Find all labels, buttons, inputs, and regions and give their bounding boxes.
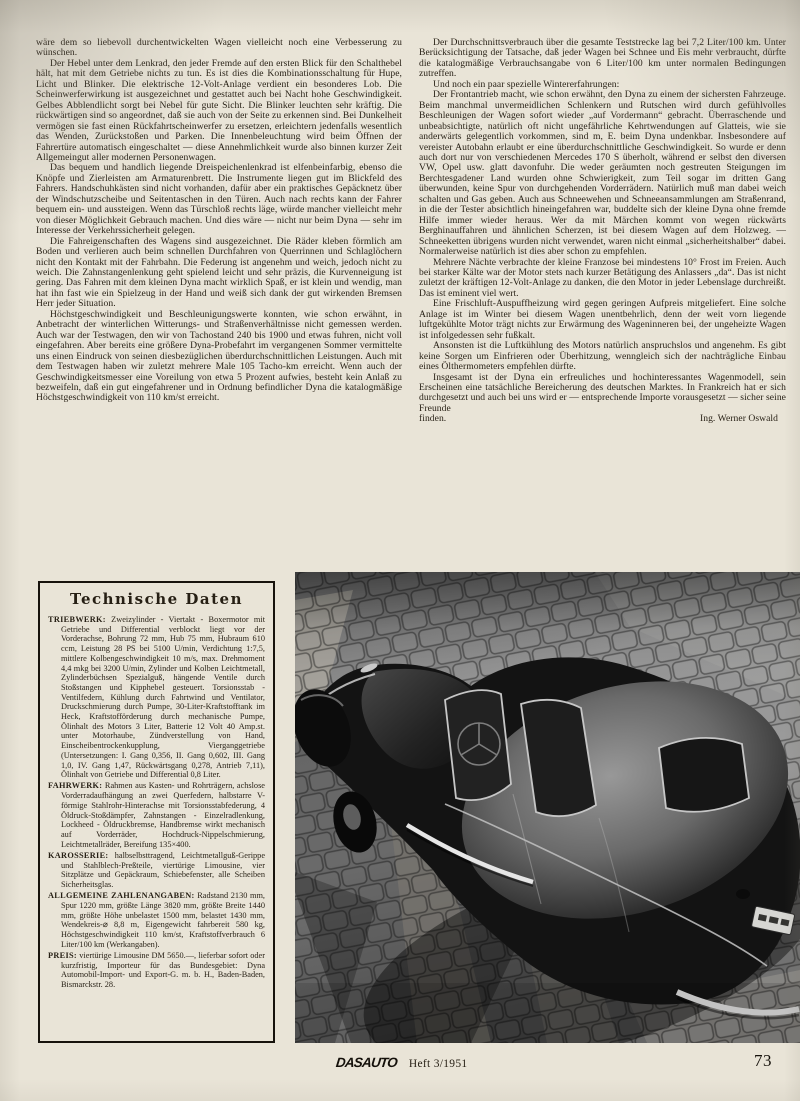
spec-text: halbselbsttragend, Leichtmetallguß-Gerippe und Stahlblech-Preßteile, viertürige Limousine, vier Sitzplätze und Gepäckraum, Schiebefenster, alle Scheiben Sicherheitsglas.: [61, 850, 265, 889]
last-word: finden.: [419, 413, 447, 425]
paragraph: Der Hebel unter dem Lenkrad, den jeder Fremde auf den ersten Blick für den Schalthebel hält, hat mit dem Getriebe nichts zu tun. Es ist dies die Kombinationsschaltung für Hupe, Licht und Blinker. Die elektrische 12-Volt-Anlage verdient ein besonderes Lob. Die Scheinwerferwirkung ist ausgezeichnet und gestattet auch bei Nacht hohe Geschwindigkeit. Gelbes Abblendlicht sorgt bei Nebel für gute Sicht. Die Blinker leuchten sehr kräftig. Die rückwärtigen sind so angeordnet, daß sie auch von der Seite zu erkennen sind. Bei Dunkelheit vermögen sie fast einen Rückfahrtscheinwerfer zu ersetzen, erleichtern jedenfalls wesentlich das Wenden, Zurückstoßen und Parken. Die Innenbeleuchtung wird beim Öffnen der Fahrertüre automatisch eingeschaltet — diese Annehmlichkeit wurde also binnen kurzer Zeit Allgemeingut aller modernen Personenwagen.: [36, 57, 402, 163]
paragraph: Das bequem und handlich liegende Dreispeichenlenkrad ist elfenbeinfarbig, ebenso die Knöpfe und Zierleisten am Armaturenbrett. Die Instrumente liegen gut im Blickfeld des Fahrers. Handschuhkästen sind nicht vorhanden, dafür aber ein praktisches Gepäcknetz über der Windschutzscheibe und Seitentaschen in den Türen. Auch nach rechts kann der Fahrer bequem ein- und aussteigen. Wenn das Türschloß rechts läge, würde mancher vielleicht mehr von dieser Möglichkeit Gebrauch machen. Und dies wäre — nicht nur beim Dyna — sehr im Interesse der Verkehrssicherheit gelegen.: [36, 162, 402, 237]
car-photo-graphic: [295, 572, 800, 1043]
paragraph: Höchstgeschwindigkeit und Beschleunigungswerte konnten, wie schon erwähnt, in Anbetracht der winterlichen Witterungs- und Straßenverhältnisse nicht gemessen werden. Auch war der Testwagen, den wir von Tachostand 240 bis 1900 und etwas fuhren, nicht voll eingefahren. Aber bereits eine größere Dyna-Probefahrt im vergangenen Sommer vermittelte uns einen Eindruck von seinen diesbezüglichen überdurchschnittlichen Leistungen. Auch mit dem Testwagen haben wir zuletzt mehrere Male 105 Tacho-km erreicht. Wenn auch der Geschwindigkeitsmesser eine Voreilung von etwa 5 Prozent aufwies, besteht kein Anlaß zu bezweifeln, daß ein gut eingefahrener und in Ordnung befindlicher Dyna die katalogmäßige Höchstgeschwindigkeit von 110 km/st erreicht.: [36, 308, 402, 404]
paragraph: Eine Frischluft-Auspuffheizung wird gegen geringen Aufpreis mitgeliefert. Eine solche Anlage ist im Winter bei diesem Wagen unentbehrlich, denn der weit vorn liegende luftgekühlte Motor trägt nichts zur Erwärmung des Wageninneren bei, der ungeheizte Wagen ist infolgedessen sehr fußkalt.: [419, 298, 786, 341]
page-number: 73: [754, 1051, 772, 1070]
paragraph: Ansonsten ist die Luftkühlung des Motors natürlich anspruchslos und angenehm. Es gibt keine Sorgen um Einfrieren oder Überhitzung, wenngleich sich der nachträgliche Einbau eines Ölthermometers empfehlen dürfte.: [419, 340, 786, 373]
paragraph: Insgesamt ist der Dyna ein erfreuliches und hochinteressantes Wagenmodell, sein Erscheinen eine tatsächliche Bereicherung des deutschen Marktes. In Frankreich hat er sich durchgesetzt und auch bei uns wird er — entsprechende Importe vorausgesetzt — sicher seine Freunde: [419, 371, 786, 414]
article-left-column: [36, 38, 402, 404]
paragraph: Die Fahreigenschaften des Wagens sind ausgezeichnet. Die Räder kleben förmlich am Boden und verlieren auch beim schnellen Durchfahren von Querrinnen und Schlaglöchern nicht den Kontakt mit der Fahrbahn. Die Federung ist angenehm und weich, jedoch nicht zu weich. Die Zahnstangenlenkung geht spielend leicht und sehr präzis, die Kurvenneigung ist gering. Das Fahren mit dem kleinen Dyna macht wirklich Spaß, er ist klein und wendig, man hat ihn fast wie ein Spielzeug in der Hand und weiß sich dank der gut wirkenden Bremsen Herr jeder Situation.: [36, 235, 402, 310]
spec-label: PREIS:: [48, 950, 77, 960]
article-right-column: [419, 38, 786, 425]
tech-box-title: Technische Daten: [70, 590, 243, 608]
article-end-line: [419, 414, 786, 424]
spec-text: viertürige Limousine DM 5650.—, lieferbar sofort oder kurzfristig, Importeur für das Bundesgebiet: Dyna Automobil-Import- und Export-G. m. b. H., Baden-Baden, Bismarckstr. 28.: [61, 950, 266, 990]
spec-label: TRIEBWERK:: [48, 615, 106, 624]
spec-preis: [48, 951, 265, 990]
paragraph: Mehrere Nächte verbrachte der kleine Franzose bei mindestens 10° Frost im Freien. Auch bei starker Kälte war der Motor stets nach kurzer Betätigung des Anlassers „da“. Das ist nicht zuletzt der kräftigen 12-Volt-Anlage zu danken, die den Motor in jeder Lebenslage durchreißt. Das ist eminent viel wert.: [419, 256, 786, 299]
spec-text: Zweizylinder - Viertakt - Boxermotor mit Getriebe und Differential verblockt liegt vor der Vorderachse, Bohrung 72 mm, Hub 75 mm, Hubraum 610 ccm, Leistung 28 PS bei 5100 U/min, Verdichtung 1:7,5, mittlere Kolbengeschwindigkeit 10 m/s, max. Drehmoment 4,4 mkg bei 3200 U/min, Zylinder und Kolben Leichtmetall, Zylinderbüchsen Spezialguß, hängende Ventile durch Stoßstangen und Kipphebel gesteuert. Torsionsstab - Ventilfedern, Kühlung durch Fahrtwind und Ventilator, Druckschmierung durch Pumpe, 30-Liter-Kraftstofftank im Heck, Kraftstofförderung durch mechanische Pumpe, Ölinhalt des Motors 3 Liter, Batterie 12 Volt 40 Amp.st. unter Motorhaube, Zündverstellung von Hand, Einscheibentrockenkupplung, Vierganggetriebe (Untersetzungen: I. Gang 0,356, II. Gang 0,602, III. Gang 1,0, IV. Gang 1,47, Rückwärtsgang 0,278, Antrieb 7,11), Ölinhalt von Getriebe und Differential 0,8 Liter.: [61, 615, 265, 780]
issue-label: Heft 3/1951: [408, 1058, 468, 1070]
spec-allgemeine-zahlenangaben: [48, 891, 265, 949]
spec-karosserie: [48, 851, 265, 890]
paragraph: wäre dem so liebevoll durchentwickelten Wagen vielleicht noch eine Verbesserung zu wünschen.: [36, 37, 402, 59]
paragraph: Der Frontantrieb macht, wie schon erwähnt, den Dyna zu einem der sichersten Fahrzeuge. Beim manchmal unvermeidlichen Schlenkern und Rutschen wird durch gefühlvolles Beschleunigen der Wagen sofort wieder „auf Vordermann“ gebracht. Überraschende und unbeabsichtigte, natürlich oft nicht ungefährliche Kehrtwendungen auf Glatteis, wie sie anderwärts gelegentlich vorkommen, sind m, E. beim Dyna undenkbar. Insbesondere auf vereister Autobahn erlaubt er eine überdurchschnittliche Geschwindigkeit. So wurde er denn auch dort nur von verschiedenen Mercedes 170 S überholt, während er selbst den diversen VW, Opel usw. glatt davonfuhr. Die weder geräumten noch gestreuten Steigungen im Berchtesgadener Land wurden ohne Schwierigkeit, zum Teil sogar im dritten Gang überwunden, keine Spur von durchgehenden Vorderrädern. Natürlich muß man dabei weich schalten und Gas geben. Auch aus Schneewehen und Schneeansammlungen am Straßenrand, in die der Tester absichtlich hineingefahren war, buddelte sich der kleine Dyna ohne fremde Hilfe immer wieder heraus. Wer da mit Märchen kommt von wegen rückwärts Berghinauffahren und ähnlichen Scherzen, ist bei diesem Wagen auf dem Holzweg. — Schneeketten übrigens wurden nicht verwendet, waren nicht einmal „sicherheitshalber“ dabei. Normalerweise natürlich ist dies aber schon zu empfehlen.: [419, 89, 786, 258]
spec-text: Radstand 2130 mm, Spur 1220 mm, größte Länge 3820 mm, größte Breite 1440 mm, größte Höhe unbelastet 1500 mm, belastet 1430 mm, Wendekreis-⌀ 8,8 m, Eigengewicht fahrbereit 580 kg, Höchstgeschwindigkeit 110 km/st, Kraftstoffverbrauch 6 Liter/100 km (Werkangaben).: [61, 891, 266, 949]
spec-label: FAHRWERK:: [48, 781, 103, 791]
page-footer: [335, 1051, 786, 1081]
paragraph: Und noch ein paar spezielle Wintererfahrungen:: [433, 78, 620, 90]
author-byline: Ing. Werner Oswald: [699, 413, 778, 425]
spec-label: KAROSSERIE:: [48, 850, 109, 860]
spec-triebwerk: [48, 615, 265, 780]
spec-label: ALLGEMEINE ZAHLENANGABEN:: [48, 891, 195, 901]
technical-data-box: [38, 581, 275, 1043]
das-auto-logo: DASAUTO: [335, 1055, 398, 1070]
car-photo: [295, 572, 800, 1043]
paragraph: Der Durchschnittsverbrauch über die gesamte Teststrecke lag bei 7,2 Liter/100 km. Unter Berücksichtigung der Tatsache, daß jeder Wagen bei Schnee und Eis mehr verbraucht, dürfte die katalogmäßige Verbrauchsangabe von 6 Liter/100 km unter normalen Bedingungen zutreffen.: [419, 37, 786, 80]
spec-fahrwerk: [48, 781, 265, 849]
spec-text: Rahmen aus Kasten- und Rohrträgern, achslose Vorderradaufhängung an zwei Querfedern, halbstarre V-förmige Stahlrohr-Hinterachse mit Torsionsstabfederung, 4 Öldruck-Stoßdämpfer, Zahnstangen - Einzelradlenkung, Lockheed - Öldruckbremse, Handbremse wirkt mechanisch auf Vorderräder, Hochdruck-Nippelschmierung, Leichtmetallräder, Bereifung 135×400.: [61, 781, 265, 849]
